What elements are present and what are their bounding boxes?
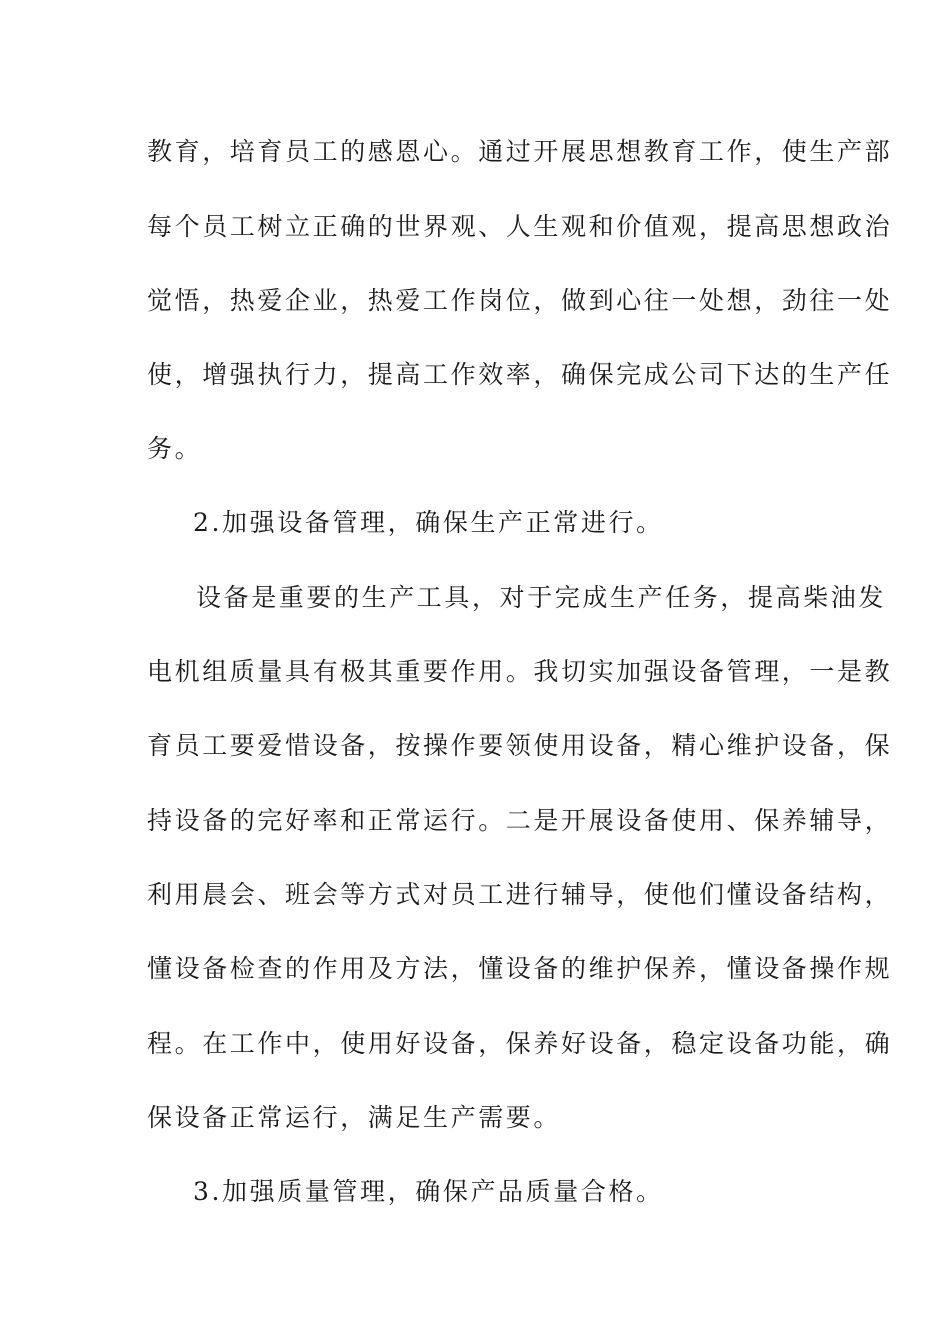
paragraph-line: 设备是重要的生产工具，对于完成生产任务，提高柴油发 [196,583,887,612]
paragraph-line: 程。在工作中，使用好设备，保养好设备，稳定设备功能，确 [147,1029,893,1058]
paragraph-line: 觉悟，热爱企业，热爱工作岗位，做到心往一处想，劲往一处 [147,286,893,315]
paragraph-line: 保设备正常运行，满足生产需要。 [147,1103,562,1132]
paragraph-line: 懂设备检查的作用及方法，懂设备的维护保养，懂设备操作规 [147,954,893,983]
paragraph-line: 育员工要爱惜设备，按操作要领使用设备，精心维护设备，保 [147,731,893,760]
section-heading: 2.加强设备管理，确保生产正常进行。 [193,508,664,537]
paragraph-line: 电机组质量具有极其重要作用。我切实加强设备管理，一是教 [147,657,893,686]
section-heading: 3.加强质量管理，确保产品质量合格。 [193,1177,664,1206]
paragraph-line: 务。 [147,434,203,463]
paragraph-line: 利用晨会、班会等方式对员工进行辅导，使他们懂设备结构， [147,880,893,909]
paragraph-line: 使，增强执行力，提高工作效率，确保完成公司下达的生产任 [147,360,893,389]
paragraph-line: 每个员工树立正确的世界观、人生观和价值观，提高思想政治 [147,212,893,241]
paragraph-line: 持设备的完好率和正常运行。二是开展设备使用、保养辅导， [147,806,893,835]
paragraph-line: 教育，培育员工的感恩心。通过开展思想教育工作，使生产部 [147,137,893,166]
